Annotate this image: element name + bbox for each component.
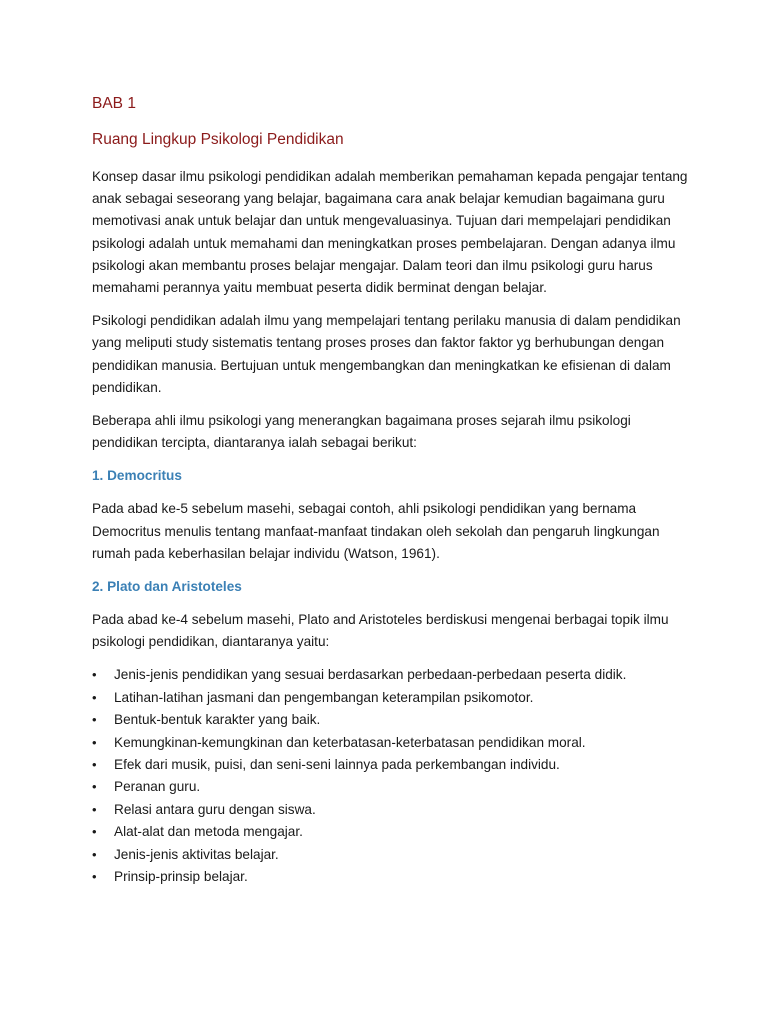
bullet-icon: • <box>92 734 97 750</box>
document-page <box>92 94 692 889</box>
section-heading-democritus: 1. Democritus <box>92 468 182 484</box>
list-item-text: Relasi antara guru dengan siswa. <box>114 801 316 817</box>
list-item <box>92 866 692 888</box>
list-item-text: Alat-alat dan metoda mengajar. <box>114 824 303 840</box>
bullet-icon: • <box>92 801 97 817</box>
list-item-text: Latihan-latihan jasmani dan pengembangan keterampilan psikomotor. <box>114 689 534 705</box>
list-item-text: Jenis-jenis pendidikan yang sesuai berdasarkan perbedaan-perbedaan peserta didik. <box>114 667 627 683</box>
list-item-text: Peranan guru. <box>114 779 201 795</box>
paragraph-intro: Konsep dasar ilmu psikologi pendidikan adalah memberikan pemahaman kepada pengajar tentang anak sebagai seseorang yang belajar, bagaimana cara anak belajar kemudian bagaimana guru memotivasi anak untuk belajar dan untuk mengevaluasinya. Tujuan dari mempelajari pendidikan psikologi adalah untuk memahami dan meningkatkan proses pembelajaran. Dengan adanya ilmu psikologi akan membantu proses belajar mengajar. Dalam teori dan ilmu psikologi guru harus memahami perannya yaitu membuat peserta didik berminat dengan belajar. <box>92 169 688 296</box>
bullet-icon: • <box>92 689 97 705</box>
section-heading-plato-aristoteles: 2. Plato dan Aristoteles <box>92 579 242 595</box>
list-item <box>92 844 692 866</box>
list-item <box>92 799 692 821</box>
bullet-icon: • <box>92 779 97 795</box>
paragraph-history-intro: Beberapa ahli ilmu psikologi yang menerangkan bagaimana proses sejarah ilmu psikologi pendidikan tercipta, diantaranya ialah sebagai berikut: <box>92 413 631 451</box>
paragraph-plato-aristoteles: Pada abad ke-4 sebelum masehi, Plato and Aristoteles berdiskusi mengenai berbagai topik ilmu psikologi pendidikan, diantaranya yaitu: <box>92 612 669 650</box>
list-item <box>92 754 692 776</box>
topic-list <box>92 664 692 888</box>
paragraph-definition: Psikologi pendidikan adalah ilmu yang mempelajari tentang perilaku manusia di dalam pendidikan yang meliputi study sistematis tentang proses proses dan faktor faktor yg berhubungan dengan pendidikan manusia. Bertujuan untuk mengembangkan dan meningkatkan ke efisienan di dalam pendidikan. <box>92 313 681 395</box>
bullet-icon: • <box>92 824 97 840</box>
list-item <box>92 776 692 798</box>
bullet-icon: • <box>92 667 97 683</box>
chapter-label: BAB 1 <box>92 95 136 112</box>
list-item <box>92 821 692 843</box>
list-item-text: Kemungkinan-kemungkinan dan keterbatasan-keterbatasan pendidikan moral. <box>114 734 586 750</box>
list-item-text: Jenis-jenis aktivitas belajar. <box>114 846 279 862</box>
list-item-text: Efek dari musik, puisi, dan seni-seni lainnya pada perkembangan individu. <box>114 757 560 773</box>
list-item-text: Bentuk-bentuk karakter yang baik. <box>114 712 321 728</box>
list-item <box>92 687 692 709</box>
bullet-icon: • <box>92 712 97 728</box>
bullet-icon: • <box>92 846 97 862</box>
bullet-icon: • <box>92 757 97 773</box>
list-item-text: Prinsip-prinsip belajar. <box>114 869 248 885</box>
list-item <box>92 732 692 754</box>
list-item <box>92 664 692 686</box>
list-item <box>92 709 692 731</box>
bullet-icon: • <box>92 869 97 885</box>
document-title: Ruang Lingkup Psikologi Pendidikan <box>92 131 344 148</box>
paragraph-democritus: Pada abad ke-5 sebelum masehi, sebagai contoh, ahli psikologi pendidikan yang bernama Democritus menulis tentang manfaat-manfaat tindakan oleh sekolah dan pengaruh lingkungan rumah pada keberhasilan belajar individu (Watson, 1961). <box>92 501 660 561</box>
